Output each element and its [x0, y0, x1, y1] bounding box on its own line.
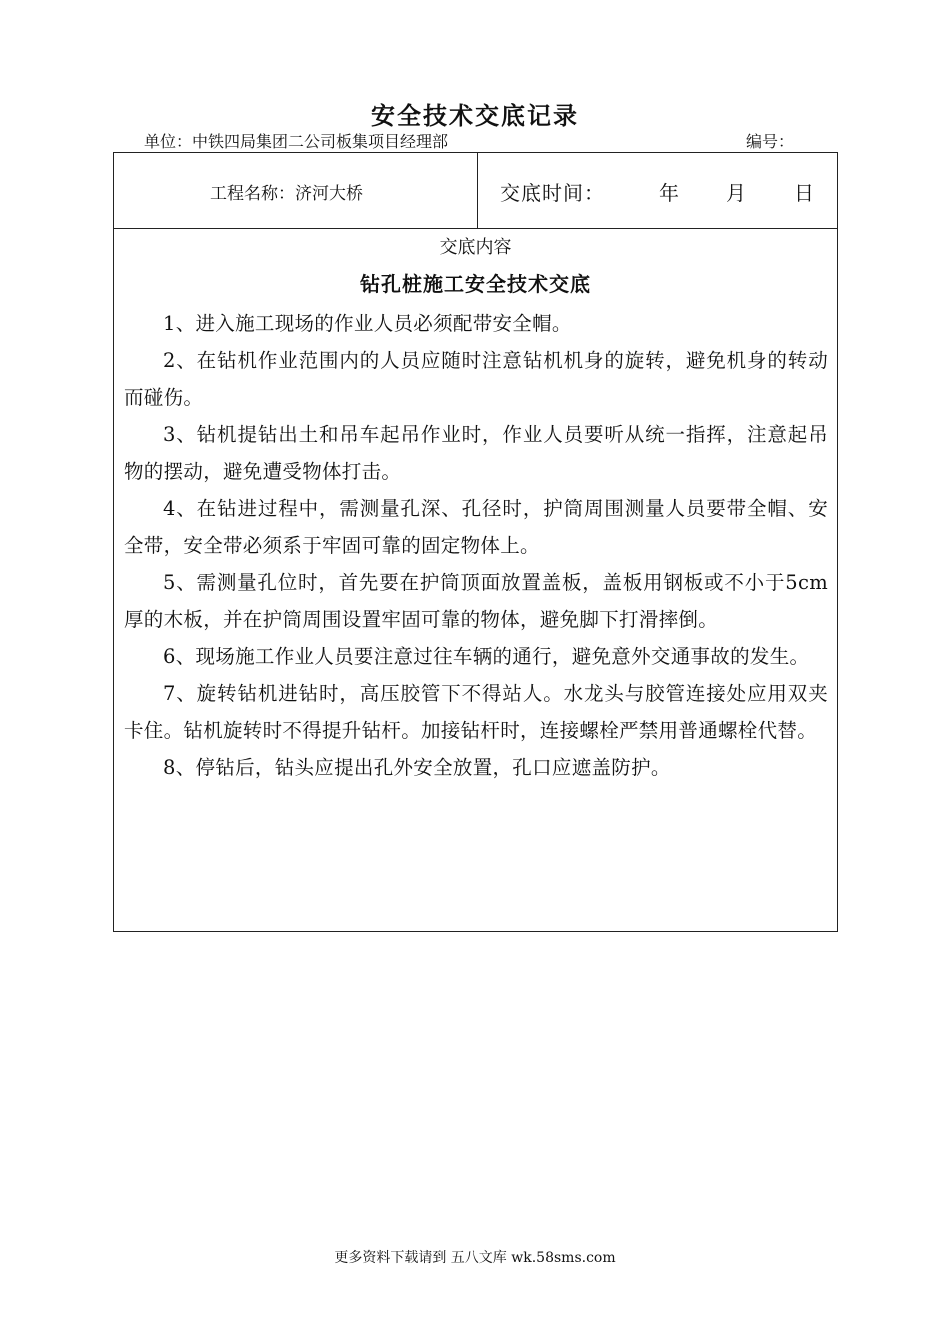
column-divider	[477, 153, 478, 229]
safety-item: 1、进入施工现场的作业人员必须配带安全帽。	[163, 312, 572, 335]
safety-item: 4、在钻进过程中，需测量孔深、孔径时，护筒周围测量人员要带全帽、安全带，安全带必须系于牢固可靠的固定物体上。	[124, 497, 828, 557]
content-label: 交底内容	[439, 237, 512, 258]
year-label: 年	[659, 181, 679, 205]
content-title: 钻孔桩施工安全技术交底	[360, 272, 591, 296]
header-row	[114, 153, 837, 229]
safety-item: 8、停钻后，钻头应提出孔外安全放置，孔口应遮盖防护。	[163, 756, 671, 779]
record-table	[113, 152, 838, 932]
safety-items-list	[124, 305, 828, 786]
safety-item: 6、现场施工作业人员要注意过往车辆的通行，避免意外交通事故的发生。	[163, 645, 810, 668]
safety-item: 2、在钻机作业范围内的人员应随时注意钻机机身的旋转，避免机身的转动而碰伤。	[124, 349, 828, 409]
handover-time-label: 交底时间：	[500, 181, 605, 205]
day-label: 日	[794, 181, 814, 205]
safety-item: 5、需测量孔位时，首先要在护筒顶面放置盖板，盖板用钢板或不小于5cm厚的木板，并在护筒周围设置牢固可靠的物体，避免脚下打滑摔倒。	[124, 571, 828, 631]
footer-download-note: 更多资料下载请到 五八文库 wk.58sms.com	[334, 1250, 616, 1266]
safety-item: 7、旋转钻机进钻时，高压胶管下不得站人。水龙头与胶管连接处应用双夹卡住。钻机旋转时不得提升钻杆。加接钻杆时，连接螺栓严禁用普通螺栓代替。	[124, 682, 828, 742]
month-label: 月	[726, 181, 746, 205]
serial-number-label: 编号：	[746, 132, 795, 151]
document-title: 安全技术交底记录	[371, 102, 579, 130]
project-name: 工程名称：济河大桥	[210, 184, 363, 204]
unit-label: 单位：中铁四局集团二公司板集项目经理部	[144, 132, 449, 151]
safety-item: 3、钻机提钻出土和吊车起吊作业时，作业人员要听从统一指挥，注意起吊物的摆动，避免遭受物体打击。	[124, 423, 828, 483]
